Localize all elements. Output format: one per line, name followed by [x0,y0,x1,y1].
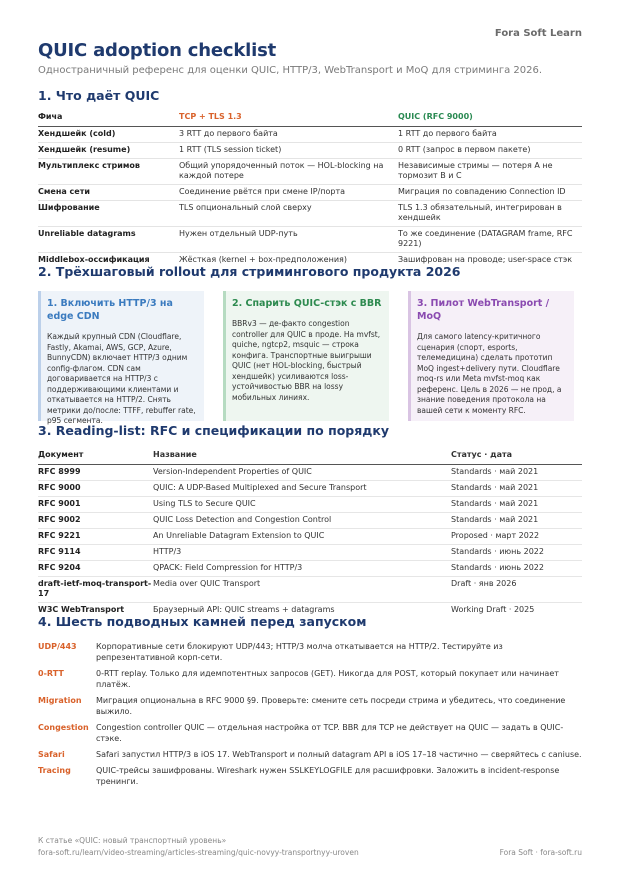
feature-name: Middlebox-оссификация [38,255,150,264]
pitfall-tag: UDP/443 [38,642,77,651]
tcp-value: 1 RTT (TLS session ticket) [179,145,282,154]
doc-title: Браузерный API: QUIC streams + datagrams [153,605,335,614]
col-quic-header: QUIC (RFC 9000) [398,112,473,121]
table-row [38,513,582,529]
pitfall-text: Safari запустил HTTP/3 в iOS 17. WebTransport и полный datagram API в iOS 17–18 частично — сверяйтесь с caniuse. [96,750,582,759]
table-row [38,465,582,481]
col-name-header: Название [153,450,197,459]
rollout-card-moq [408,291,574,421]
feature-name: Хендшейк (cold) [38,129,116,138]
table-row [38,185,582,201]
quic-value: 1 RTT до первого байта [398,129,497,138]
doc-status: Standards · май 2021 [451,483,539,492]
doc-title: Media over QUIC Transport [153,579,261,588]
pitfall-tag: Congestion [38,723,89,732]
doc-id: RFC 8999 [38,467,81,476]
table-row [38,497,582,513]
card-body: Каждый крупный CDN (Cloudflare, Fastly, Akamai, AWS, GCP, Azure, BunnyCDN) включает HTTP/3 одним config-флагом. CDN сам договаривается на HTTP/3 с поддерживающими клиентами и откатывается на HTTP/2. Снять метрики до/после: TTFF, rebuffer rate, p95 сегмента. [47,332,196,425]
table-row [38,545,582,561]
table-row [38,201,582,227]
list-item [38,693,582,720]
doc-status: Proposed · март 2022 [451,531,540,540]
quic-value: Миграция по совпадению Connection ID [398,187,566,196]
table-row [38,577,582,603]
section1-heading: 1. Что даёт QUIC [38,88,160,103]
doc-id: RFC 9001 [38,499,81,508]
reading-list-header [38,450,582,465]
footer-article: К статье «QUIC: новый транспортный уровень» [38,836,227,845]
doc-id: RFC 9002 [38,515,81,524]
tcp-value: Общий упорядоченный поток — HOL-blocking на каждой потере [179,161,384,180]
list-item [38,747,582,763]
quic-value: TLS 1.3 обязательный, интегрирован в хендшейк [398,203,562,222]
feature-name: Шифрование [38,203,100,212]
pitfall-text: QUIC-трейсы зашифрованы. Wireshark нужен SSLKEYLOGFILE для расшифровки. Заложить в incident-response тренинги. [96,766,560,786]
doc-title: QUIC Loss Detection and Congestion Control [153,515,332,524]
doc-title: An Unreliable Datagram Extension to QUIC [153,531,325,540]
feature-name: Хендшейк (resume) [38,145,131,154]
section3-heading: 3. Reading-list: RFC и спецификации по порядку [38,423,390,438]
list-item [38,720,582,747]
pitfall-tag: Migration [38,696,82,705]
page-subtitle: Одностраничный референс для оценки QUIC, HTTP/3, WebTransport и MoQ для стриминга 2026. [38,65,543,76]
doc-title: Version-Independent Properties of QUIC [153,467,312,476]
feature-name: Мультиплекс стримов [38,161,140,170]
pitfall-tag: Tracing [38,766,71,775]
table-row [38,561,582,577]
pitfall-text: 0-RTT replay. Только для идемпотентных запросов (GET). Никогда для POST, который покупает или начинает платёж. [96,669,559,689]
rollout-card-bbr [223,291,389,421]
features-table [38,112,582,268]
doc-id: RFC 9000 [38,483,81,492]
list-item [38,763,582,790]
pitfall-text: Корпоративные сети блокируют UDP/443; HTTP/3 молча откатывается на HTTP/2. Тестируйте из репрезентативной корп-сети. [96,642,503,662]
col-feature-header: Фича [38,112,63,121]
feature-name: Unreliable datagrams [38,229,136,238]
card-title: 3. Пилот WebTransport / MoQ [417,298,550,322]
tcp-value: Жёсткая (kernel + box-предположения) [179,255,347,264]
list-item [38,666,582,693]
table-row [38,481,582,497]
doc-title: HTTP/3 [153,547,182,556]
footer-site[interactable]: Fora Soft · fora-soft.ru [499,848,582,857]
doc-title: Using TLS to Secure QUIC [153,499,256,508]
tcp-value: TLS опциональный слой сверху [179,203,312,212]
doc-status: Working Draft · 2025 [451,605,535,614]
doc-status: Draft · янв 2026 [451,579,517,588]
pitfalls-list [38,639,582,790]
rollout-card-cdn [38,291,204,425]
reading-list-table [38,450,582,618]
footer-url[interactable]: fora-soft.ru/learn/video-streaming/articles-streaming/quic-novyy-transportnyy-uroven [38,848,359,857]
quic-value: 0 RTT (запрос в первом пакете) [398,145,531,154]
table-row [38,529,582,545]
features-table-header [38,112,582,127]
table-row [38,227,582,253]
doc-id: RFC 9221 [38,531,81,540]
doc-status: Standards · май 2021 [451,499,539,508]
brand-label: Fora Soft Learn [494,28,582,39]
doc-id: W3C WebTransport [38,605,125,614]
doc-status: Standards · май 2021 [451,515,539,524]
doc-title: QUIC: A UDP-Based Multiplexed and Secure Transport [153,483,367,492]
doc-status: Standards · июнь 2022 [451,547,544,556]
doc-status: Standards · июнь 2022 [451,563,544,572]
card-title: 1. Включить HTTP/3 на edge CDN [47,298,173,322]
card-body: BBRv3 — де-факто congestion controller для QUIC в проде. На mvfst, quiche, ngtcp2, msquic — строка конфига. Транспортные выигрыши QUIC (нет HOL-blocking, быстрый хендшейк) усиливаются loss-устойчивостью BBR на lossy мобильных линиях. [232,319,381,402]
pitfall-tag: Safari [38,750,65,759]
tcp-value: 3 RTT до первого байта [179,129,278,138]
doc-id: RFC 9114 [38,547,81,556]
quic-value: То же соединение (DATAGRAM frame, RFC 9221) [398,229,573,248]
tcp-value: Соединение рвётся при смене IP/порта [179,187,346,196]
col-status-header: Статус · дата [451,450,513,459]
tcp-value: Нужен отдельный UDP-путь [179,229,298,238]
doc-id: draft-ietf-moq-transport-17 [38,579,152,598]
doc-title: QPACK: Field Compression for HTTP/3 [153,563,303,572]
pitfall-tag: 0-RTT [38,669,64,678]
table-row [38,127,582,143]
feature-name: Смена сети [38,187,90,196]
pitfall-text: Congestion controller QUIC — отдельная настройка от TCP. BBR для TCP не действует на QUIC — задать в QUIC-стэке. [96,723,564,743]
doc-status: Standards · май 2021 [451,467,539,476]
list-item [38,639,582,666]
quic-value: Независимые стримы — потеря A не тормозит B и C [398,161,553,180]
section4-heading: 4. Шесть подводных камней перед запуском [38,614,367,629]
table-row [38,159,582,185]
page-title: QUIC adoption checklist [38,40,276,61]
pitfall-text: Миграция опциональна в RFC 9000 §9. Проверьте: смените сеть посреди стрима и убедитесь, что соединение выжило. [96,696,566,716]
card-title: 2. Спарить QUIC-стэк с BBR [232,298,382,309]
card-body: Для самого latency-критичного сценария (спорт, esports, телемедицина) сделать прототип MoQ ingest+delivery пути. Cloudflare moq-rs или Meta mvfst-moq как референс. Цель в 2026 — не прод, а знание поведения протокола на вашей сети к моменту RFC. [417,332,562,415]
quic-value: Зашифрован на проводе; user-space стэк [398,255,573,264]
doc-id: RFC 9204 [38,563,81,572]
section2-heading: 2. Трёхшаговый rollout для стримингового продукта 2026 [38,264,461,279]
col-document-header: Документ [38,450,84,459]
col-tcp-header: TCP + TLS 1.3 [179,112,242,121]
table-row [38,143,582,159]
